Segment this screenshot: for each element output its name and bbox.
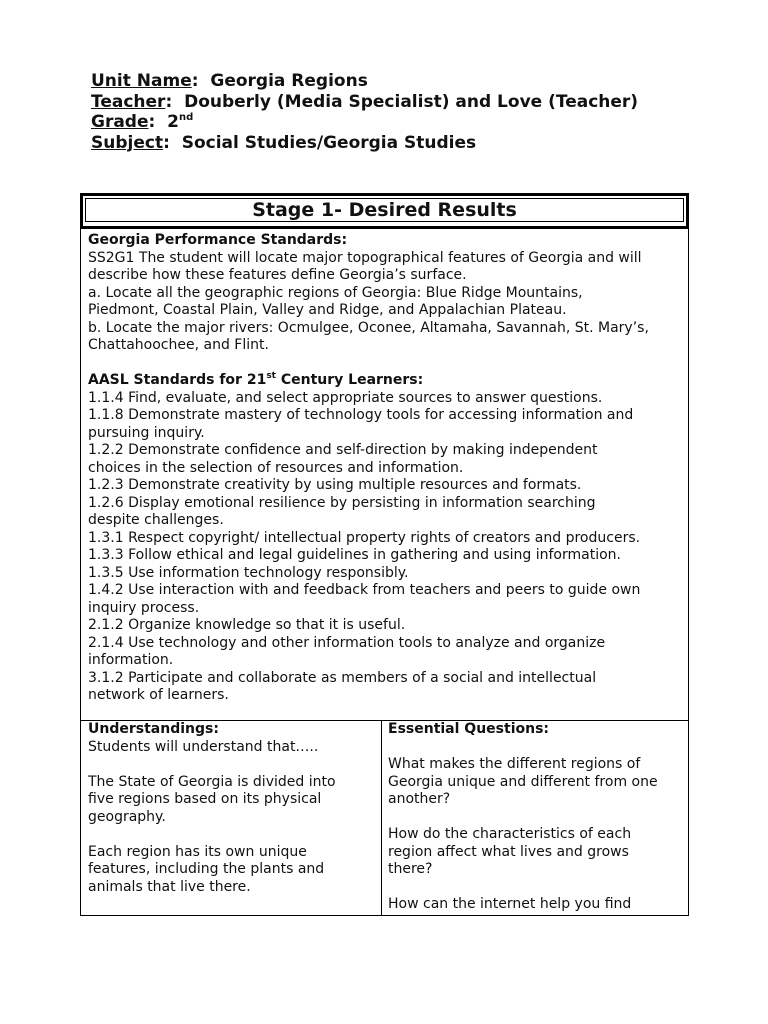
- gps-line: a. Locate all the geographic regions of Georgia: Blue Ridge Mountains,: [88, 284, 583, 301]
- question-line: region affect what lives and grows: [388, 843, 629, 860]
- grade-label: Grade: [91, 112, 149, 132]
- aasl-line: 3.1.2 Participate and collaborate as members of a social and intellectual: [88, 669, 597, 686]
- essential-questions-cell: [382, 721, 688, 915]
- understandings-title: Understandings:: [88, 721, 219, 737]
- grade-value: 2: [167, 112, 179, 132]
- question-line: What makes the different regions of: [388, 756, 641, 772]
- subject-line: Subject: Social Studies/Georgia Studies: [91, 132, 477, 153]
- aasl-line: pursuing inquiry.: [88, 424, 205, 441]
- understanding-line: animals that live there.: [88, 878, 251, 895]
- aasl-line: 1.4.2 Use interaction with and feedback from teachers and peers to guide own: [88, 582, 641, 598]
- subject-label: Subject: [91, 132, 164, 153]
- aasl-title: [88, 372, 682, 390]
- unit-name-label: Unit Name: [91, 71, 192, 91]
- stage-title-frame: [80, 193, 689, 229]
- aasl-line: 2.1.4 Use technology and other information tools to analyze and organize: [88, 634, 606, 651]
- aasl-line: 1.3.1 Respect copyright/ intellectual property rights of creators and producers.: [88, 529, 641, 546]
- teacher-line: Teacher: Douberly (Media Specialist) and Love (Teacher): [91, 91, 639, 112]
- gps-line: Piedmont, Coastal Plain, Valley and Ridge, and Appalachian Plateau.: [88, 302, 567, 318]
- aasl-line: 1.2.2 Demonstrate confidence and self-direction by making independent: [88, 442, 598, 458]
- grade-line: Grade: 2nd: [91, 112, 194, 132]
- gps-line: describe how these features define Georgia’s surface.: [88, 267, 467, 283]
- aasl-line: despite challenges.: [88, 512, 224, 528]
- aasl-title-pre: AASL Standards for 21: [88, 372, 267, 388]
- stage-title: Stage 1- Desired Results: [85, 198, 684, 222]
- aasl-line: 1.1.4 Find, evaluate, and select appropriate sources to answer questions.: [88, 389, 603, 406]
- question-line: another?: [388, 791, 451, 807]
- question-line: Georgia unique and different from one: [388, 773, 658, 790]
- aasl-line: information.: [88, 652, 174, 668]
- understandings-questions-row: [80, 721, 689, 916]
- aasl-title-post: Century Learners:: [275, 372, 424, 388]
- aasl-line: 1.3.3 Follow ethical and legal guidelines in gathering and using information.: [88, 547, 621, 563]
- stage-table: [80, 193, 689, 916]
- unit-name-line: Unit Name: Georgia Regions: [91, 71, 368, 91]
- unit-name-value: Georgia Regions: [210, 71, 368, 91]
- aasl-line: 1.1.8 Demonstrate mastery of technology tools for accessing information and: [88, 407, 634, 423]
- aasl-line: choices in the selection of resources and information.: [88, 459, 464, 476]
- aasl-line: 2.1.2 Organize knowledge so that it is useful.: [88, 617, 406, 633]
- essential-questions-title: Essential Questions:: [388, 721, 550, 737]
- grade-suffix: nd: [179, 112, 194, 123]
- question-line: there?: [388, 861, 433, 877]
- question-line: How can the internet help you find: [388, 896, 632, 912]
- gps-line: Chattahoochee, and Flint.: [88, 337, 269, 353]
- gps-title: Georgia Performance Standards:: [88, 232, 348, 248]
- standards-cell: [80, 229, 689, 721]
- question-line: How do the characteristics of each: [388, 826, 632, 842]
- understanding-line: geography.: [88, 808, 166, 825]
- understandings-cell: [81, 721, 382, 915]
- aasl-line: 1.2.3 Demonstrate creativity by using multiple resources and formats.: [88, 477, 582, 493]
- understanding-line: The State of Georgia is divided into: [88, 773, 336, 790]
- aasl-line: inquiry process.: [88, 599, 200, 616]
- gps-line: b. Locate the major rivers: Ocmulgee, Oconee, Altamaha, Savannah, St. Mary’s,: [88, 319, 649, 336]
- aasl-line: network of learners.: [88, 687, 229, 703]
- unit-header: [91, 71, 638, 153]
- subject-value: Social Studies/Georgia Studies: [181, 132, 477, 153]
- aasl-line: 1.2.6 Display emotional resilience by persisting in information searching: [88, 494, 596, 511]
- aasl-line: 1.3.5 Use information technology responsibly.: [88, 564, 409, 581]
- aasl-title-sup: st: [266, 371, 276, 381]
- teacher-label: Teacher: [91, 91, 166, 112]
- understanding-line: Each region has its own unique: [88, 843, 307, 860]
- teacher-value: Douberly (Media Specialist) and Love (Teacher): [184, 91, 639, 112]
- gps-line: SS2G1 The student will locate major topographical features of Georgia and will: [88, 249, 642, 266]
- understanding-line: features, including the plants and: [88, 861, 325, 877]
- understandings-intro: Students will understand that…..: [88, 738, 319, 755]
- understanding-line: five regions based on its physical: [88, 791, 322, 807]
